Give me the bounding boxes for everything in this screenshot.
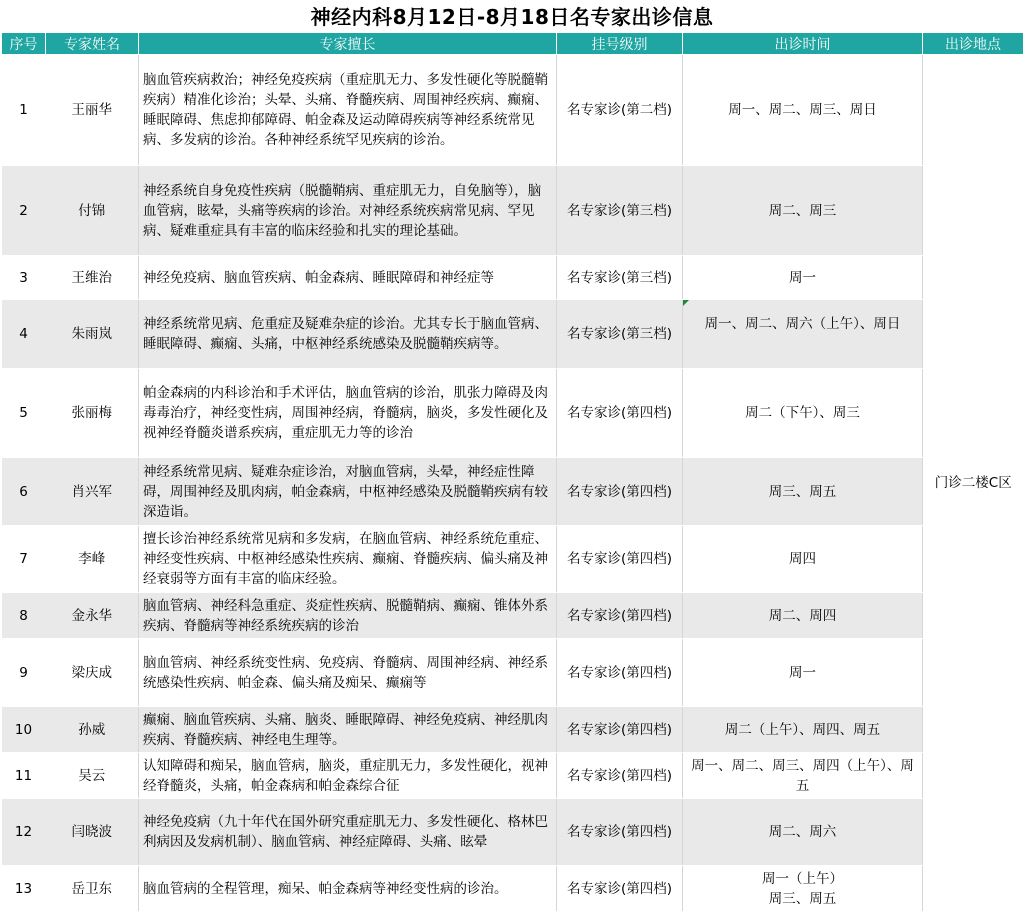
row-specialty: 神经系统常见病、疑难杂症诊治，对脑血管病，头晕，神经症性障碍，周围神经及肌肉病，帕金森病，中枢神经感染及脱髓鞘疾病有较深造诣。 bbox=[139, 458, 557, 526]
row-level: 名专家诊(第四档) bbox=[557, 458, 683, 526]
header-level: 挂号级别 bbox=[557, 33, 683, 55]
row-name: 李峰 bbox=[46, 526, 139, 593]
row-time: 周二（下午）、周三 bbox=[683, 369, 923, 458]
header-specialty: 专家擅长 bbox=[139, 33, 557, 55]
row-level: 名专家诊(第四档) bbox=[557, 593, 683, 639]
row-no: 3 bbox=[2, 256, 46, 300]
row-specialty: 神经免疫病、脑血管疾病、帕金森病、睡眠障碍和神经症等 bbox=[139, 256, 557, 300]
row-time bbox=[683, 866, 923, 912]
row-name: 王丽华 bbox=[46, 55, 139, 166]
row-level: 名专家诊(第三档) bbox=[557, 256, 683, 300]
row-no: 13 bbox=[2, 866, 46, 912]
header-time: 出诊时间 bbox=[683, 33, 923, 55]
row-level: 名专家诊(第三档) bbox=[557, 166, 683, 256]
table-row bbox=[2, 256, 1024, 300]
table-row bbox=[2, 369, 1024, 458]
row-time-line: 周三、周五 bbox=[768, 890, 837, 907]
table-row bbox=[2, 866, 1024, 912]
row-no: 12 bbox=[2, 799, 46, 866]
row-name: 金永华 bbox=[46, 593, 139, 639]
row-time-text: 周一、周二、周六（上午）、周日 bbox=[704, 316, 901, 332]
table-header-row bbox=[2, 33, 1024, 55]
row-name: 梁庆成 bbox=[46, 639, 139, 707]
row-name: 肖兴军 bbox=[46, 458, 139, 526]
row-level: 名专家诊(第四档) bbox=[557, 526, 683, 593]
row-time: 周一、周二、周三、周四（上午）、周五 bbox=[683, 753, 923, 799]
row-level: 名专家诊(第四档) bbox=[557, 707, 683, 753]
row-no: 5 bbox=[2, 369, 46, 458]
table-row bbox=[2, 55, 1024, 166]
row-level: 名专家诊(第二档) bbox=[557, 55, 683, 166]
row-level: 名专家诊(第四档) bbox=[557, 866, 683, 912]
row-specialty: 帕金森病的内科诊治和手术评估，脑血管病的诊治，肌张力障碍及肉毒毒治疗，神经变性病，周围神经病，脊髓病，脑炎，多发性硬化及视神经脊髓炎谱系疾病，重症肌无力等的诊治 bbox=[139, 369, 557, 458]
row-specialty: 脑血管疾病救治；神经免疫疾病（重症肌无力、多发性硬化等脱髓鞘疾病）精准化诊治；头晕、头痛、脊髓疾病、周围神经疾病、癫痫、睡眠障碍、焦虑抑郁障碍、帕金森及运动障碍疾病等神经系统常见病、多发病的诊治。各种神经系统罕见疾病的诊治。 bbox=[139, 55, 557, 166]
row-name: 付锦 bbox=[46, 166, 139, 256]
row-specialty: 癫痫、脑血管疾病、头痛、脑炎、睡眠障碍、神经免疫病、神经肌肉疾病、脊髓疾病、神经电生理等。 bbox=[139, 707, 557, 753]
row-level: 名专家诊(第四档) bbox=[557, 639, 683, 707]
row-time: 周二、周四 bbox=[683, 593, 923, 639]
row-no: 2 bbox=[2, 166, 46, 256]
table-row bbox=[2, 166, 1024, 256]
schedule-table bbox=[1, 32, 1024, 912]
row-no: 8 bbox=[2, 593, 46, 639]
table-row bbox=[2, 300, 1024, 369]
row-time: 周二、周三 bbox=[683, 166, 923, 256]
row-no: 4 bbox=[2, 300, 46, 369]
row-name: 岳卫东 bbox=[46, 866, 139, 912]
row-specialty: 擅长诊治神经系统常见病和多发病，在脑血管病、神经系统危重症、神经变性疾病、中枢神经感染性疾病、癫痫、脊髓疾病、偏头痛及神经衰弱等方面有丰富的临床经验。 bbox=[139, 526, 557, 593]
table-row bbox=[2, 639, 1024, 707]
row-specialty: 神经免疫病（九十年代在国外研究重症肌无力、多发性硬化、格林巴利病因及发病机制）、脑血管病、神经症障碍、头痛、眩晕 bbox=[139, 799, 557, 866]
row-level: 名专家诊(第三档) bbox=[557, 300, 683, 369]
row-specialty: 脑血管病的全程管理，痴呆、帕金森病等神经变性病的诊治。 bbox=[139, 866, 557, 912]
clinic-location: 门诊二楼C区 bbox=[923, 55, 1024, 912]
row-time: 周一 bbox=[683, 639, 923, 707]
comment-marker-icon bbox=[683, 300, 689, 306]
row-name: 王维治 bbox=[46, 256, 139, 300]
row-no: 6 bbox=[2, 458, 46, 526]
table-row bbox=[2, 526, 1024, 593]
page-title: 神经内科8月12日-8月18日名专家出诊信息 bbox=[310, 5, 714, 29]
row-specialty: 脑血管病、神经系统变性病、免疫病、脊髓病、周围神经病、神经系统感染性疾病、帕金森、偏头痛及痴呆、癫痫等 bbox=[139, 639, 557, 707]
row-specialty: 神经系统自身免疫性疾病（脱髓鞘病、重症肌无力，自免脑等），脑血管病，眩晕，头痛等疾病的诊治。对神经系统疾病常见病、罕见病、疑难重症具有丰富的临床经验和扎实的理论基础。 bbox=[139, 166, 557, 256]
table-row bbox=[2, 707, 1024, 753]
header-place: 出诊地点 bbox=[923, 33, 1024, 55]
row-level: 名专家诊(第四档) bbox=[557, 799, 683, 866]
row-name: 孙威 bbox=[46, 707, 139, 753]
table-row bbox=[2, 458, 1024, 526]
row-time: 周三、周五 bbox=[683, 458, 923, 526]
row-no: 1 bbox=[2, 55, 46, 166]
row-no: 7 bbox=[2, 526, 46, 593]
row-no: 11 bbox=[2, 753, 46, 799]
row-name: 吴云 bbox=[46, 753, 139, 799]
row-time: 周二（上午）、周四、周五 bbox=[683, 707, 923, 753]
row-specialty: 神经系统常见病、危重症及疑难杂症的诊治。尤其专长于脑血管病、睡眠障碍、癫痫、头痛，中枢神经系统感染及脱髓鞘疾病等。 bbox=[139, 300, 557, 369]
table-row bbox=[2, 753, 1024, 799]
row-no: 9 bbox=[2, 639, 46, 707]
row-specialty: 认知障碍和痴呆，脑血管病，脑炎，重症肌无力，多发性硬化，视神经脊髓炎，头痛，帕金森病和帕金森综合征 bbox=[139, 753, 557, 799]
row-time: 周二、周六 bbox=[683, 799, 923, 866]
row-time-line: 周一（上午） bbox=[762, 870, 843, 887]
table-row bbox=[2, 799, 1024, 866]
row-name: 闫晓波 bbox=[46, 799, 139, 866]
row-time: 周四 bbox=[683, 526, 923, 593]
row-level: 名专家诊(第四档) bbox=[557, 753, 683, 799]
row-time bbox=[683, 300, 923, 369]
row-no: 10 bbox=[2, 707, 46, 753]
row-name: 朱雨岚 bbox=[46, 300, 139, 369]
row-specialty: 脑血管病、神经科急重症、炎症性疾病、脱髓鞘病、癫痫、锥体外系疾病、脊髓病等神经系统疾病的诊治 bbox=[139, 593, 557, 639]
row-time: 周一、周二、周三、周日 bbox=[683, 55, 923, 166]
row-level: 名专家诊(第四档) bbox=[557, 369, 683, 458]
row-name: 张丽梅 bbox=[46, 369, 139, 458]
header-no: 序号 bbox=[2, 33, 46, 55]
header-name: 专家姓名 bbox=[46, 33, 139, 55]
row-time: 周一 bbox=[683, 256, 923, 300]
table-row bbox=[2, 593, 1024, 639]
